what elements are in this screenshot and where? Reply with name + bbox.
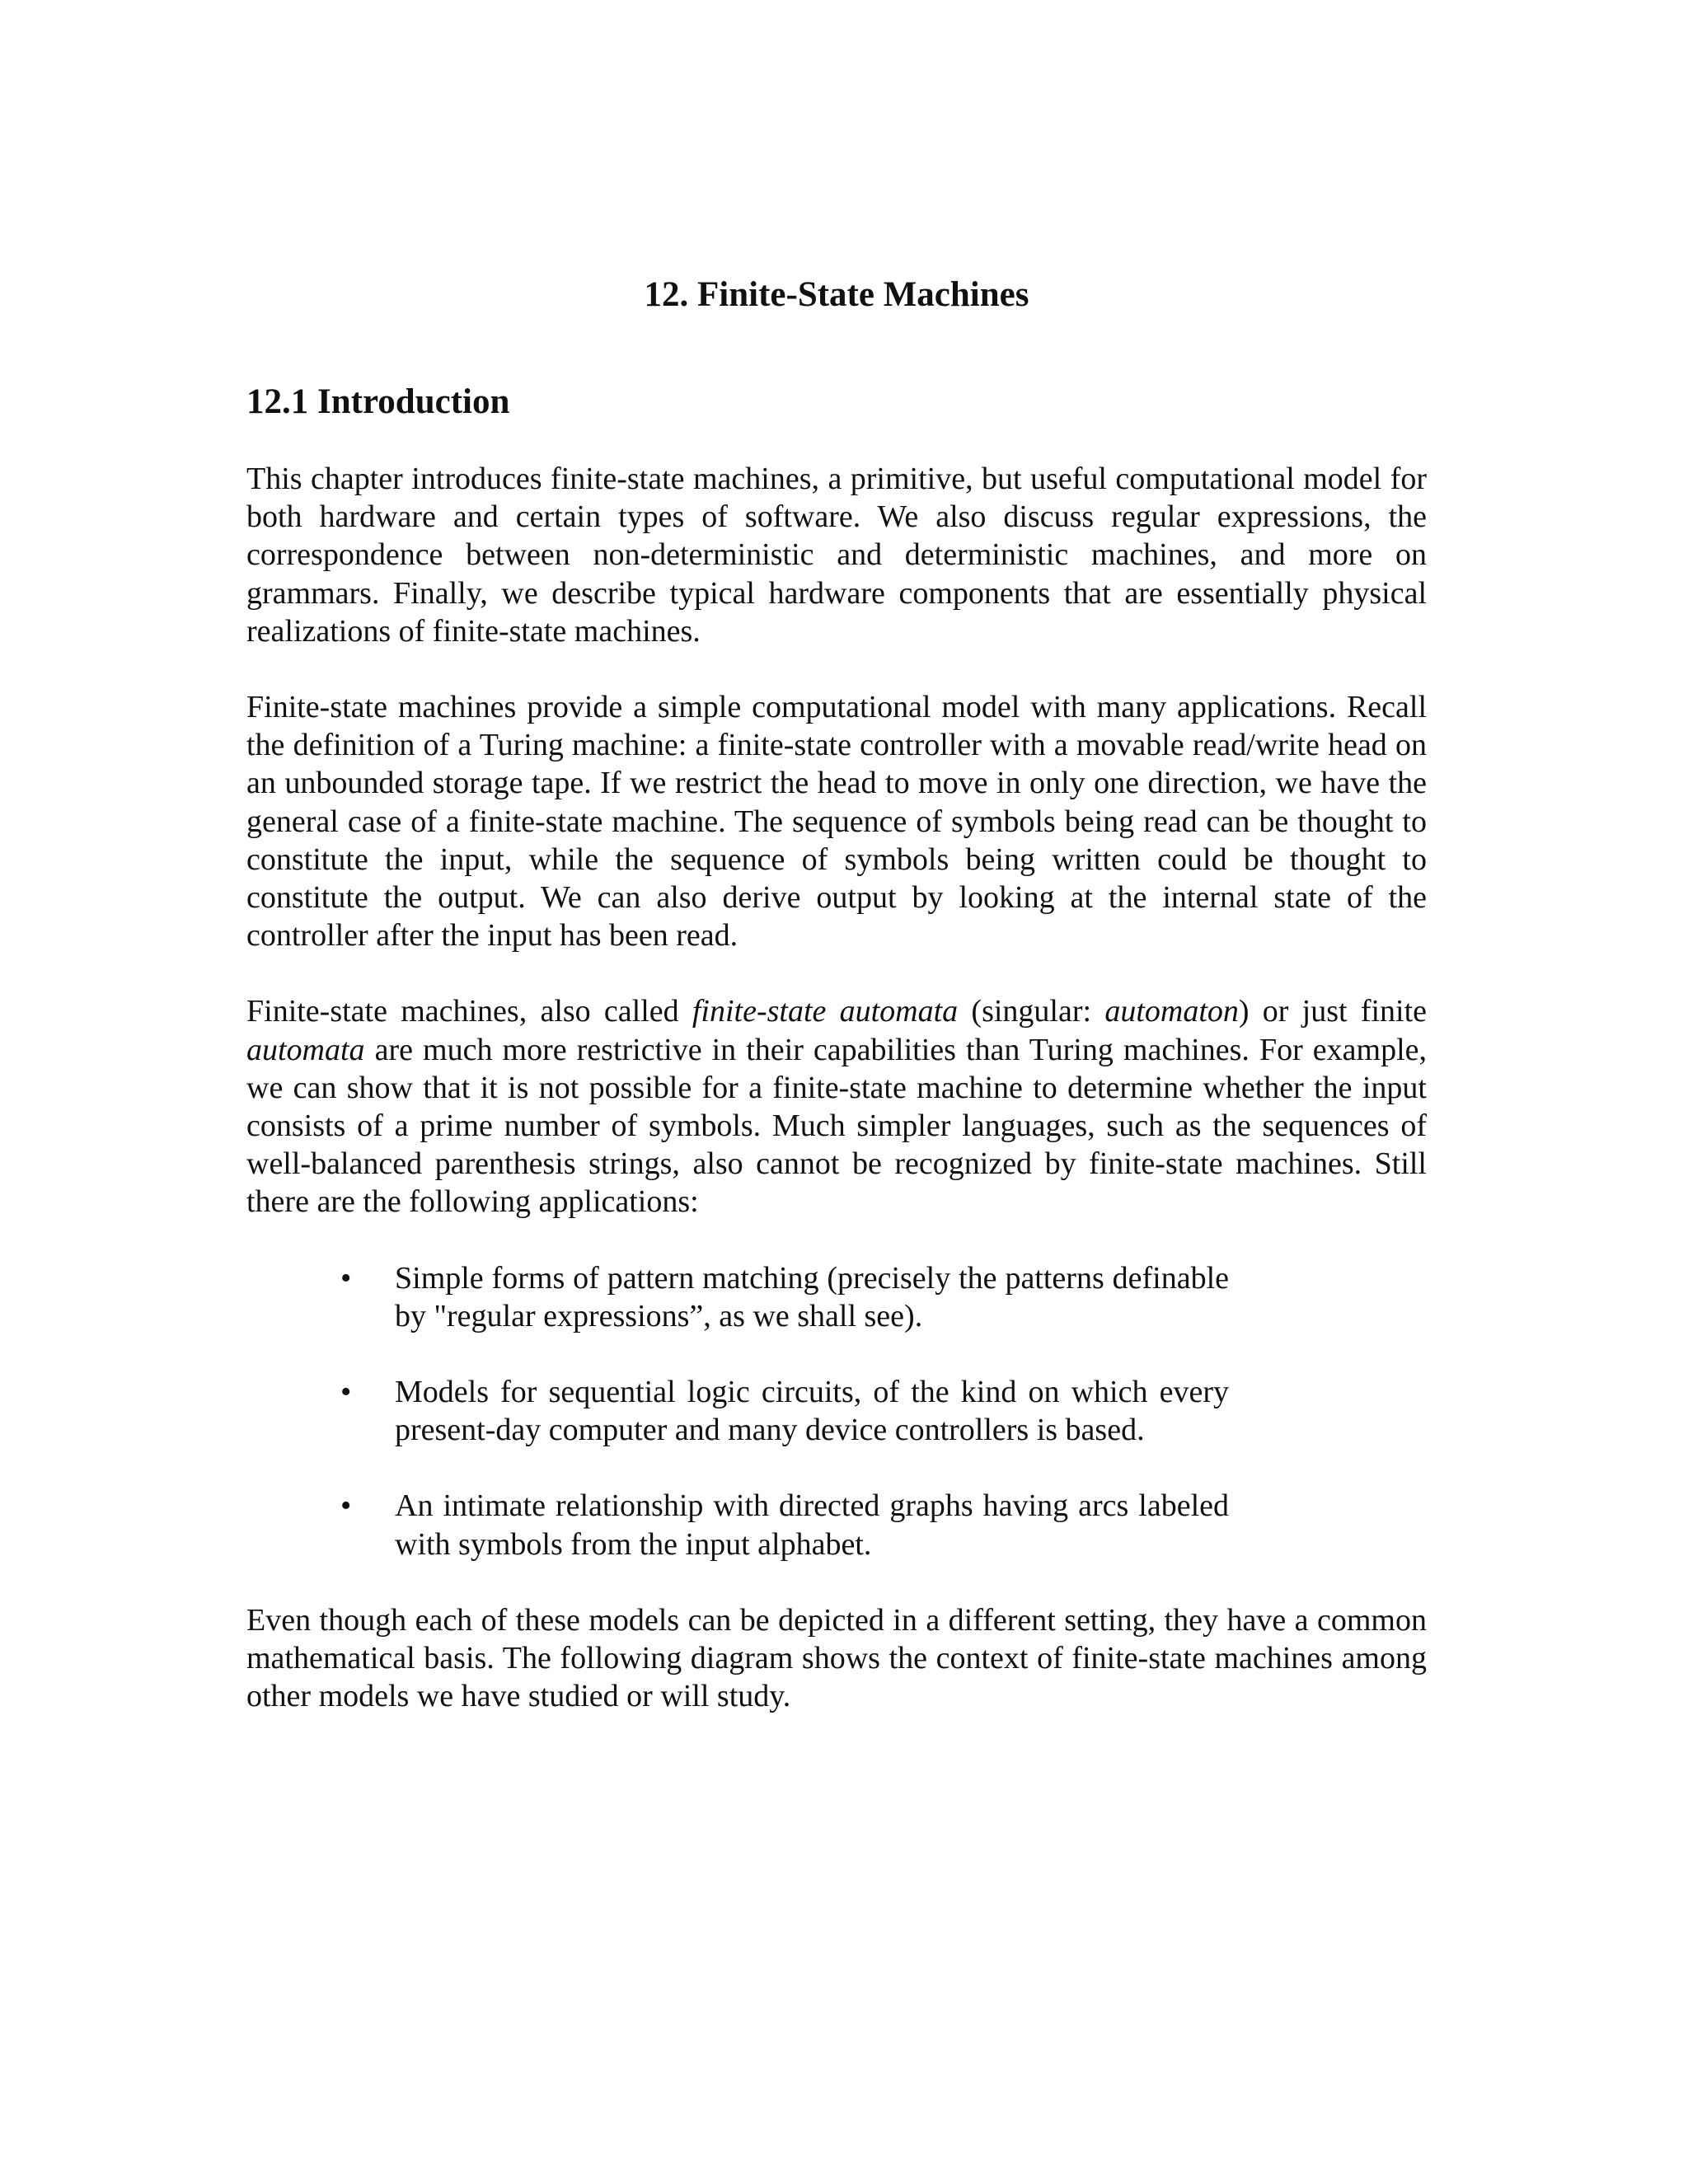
paragraph-turing: Finite-state machines provide a simple computational model with many applications. Recall the definition of a Turing machine: a finite-state controller with a movable read/write head on an unbounded storage tape. If we restrict the head to move in only one direction, we have the general case of a finite-state machine. The sequence of symbols being read can be thought to constitute the input, while the sequence of symbols being written could be thought to constitute the output. We can also derive output by looking at the internal state of the controller after the input has been read. (246, 690, 1427, 954)
list-item (246, 1259, 1229, 1335)
term-finite-state-automata: finite-state automata (692, 994, 959, 1029)
list-item-text: Simple forms of pattern matching (precisely the patterns definable by "regular expressions”, as we shall see). (395, 1260, 1229, 1333)
paragraph-automata-text-4: are much more restrictive in their capabilities than Turing machines. For example, we can show that it is not possible for a finite-state machine to determine whether the input consists of a prime number of symbols. Much simpler languages, such as the sequences of well-balanced parenthesis strings, also cannot be recognized by finite-state machines. Still there are the following applications: (246, 1032, 1427, 1220)
paragraph-automata (246, 992, 1427, 1221)
term-automaton: automaton (1104, 994, 1239, 1029)
list-item (246, 1487, 1229, 1563)
chapter-title: 12. Finite-State Machines (644, 275, 1029, 314)
paragraph-automata-text-3: ) or just finite (1238, 994, 1428, 1029)
bullet-icon: • (340, 1488, 352, 1524)
term-automata: automata (246, 1032, 365, 1067)
paragraph-context: Even though each of these models can be depicted in a different setting, they have a common mathematical basis. The following diagram shows the context of finite-state machines among other models we have studied or will study. (246, 1602, 1427, 1714)
paragraph-automata-text-1: Finite-state machines, also called (246, 994, 692, 1029)
list-item (246, 1373, 1229, 1449)
paragraph-intro: This chapter introduces finite-state machines, a primitive, but useful computational model for both hardware and certain types of software. We also discuss regular expressions, the correspondence between non-deterministic and deterministic machines, and more on grammars. Finally, we describe typical hardware components that are essentially physical realizations of finite-state machines. (246, 462, 1427, 649)
bullet-icon: • (340, 1375, 352, 1410)
paragraph-automata-text-2: (singular: (958, 994, 1105, 1029)
bullet-icon: • (340, 1260, 352, 1296)
list-item-text: Models for sequential logic circuits, of the kind on which every present-day computer and many device controllers is based. (395, 1375, 1229, 1448)
body-text (246, 460, 1427, 1715)
applications-list (246, 1259, 1427, 1563)
section-title: 12.1 Introduction (246, 382, 510, 421)
list-item-text: An intimate relationship with directed graphs having arcs labeled with symbols from the input alphabet. (395, 1488, 1229, 1562)
